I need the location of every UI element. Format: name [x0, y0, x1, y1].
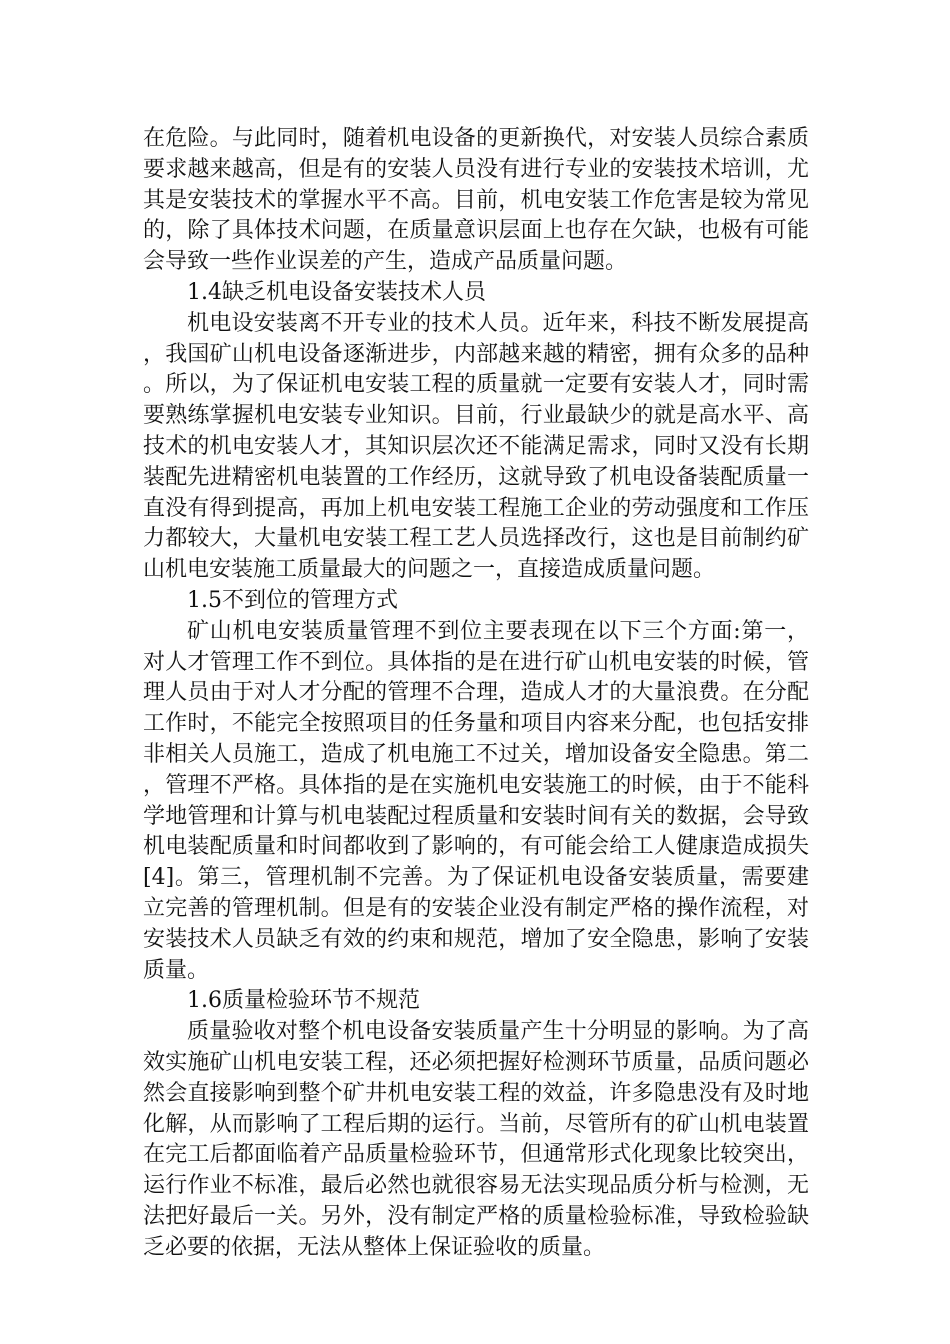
- paragraph-1-5: 矿山机电安装质量管理不到位主要表现在以下三个方面:第一，对人才管理工作不到位。具体指的是在进行矿山机电安装的时候，管理人员由于对人才分配的管理不合理，造成人才的大量浪费。在分配工作时，不能完全按照项目的任务量和项目内容来分配，也包括安排非相关人员施工，造成了机电施工不过关，增加设备安全隐患。第二，管理不严格。具体指的是在实施机电安装施工的时候，由于不能科学地管理和计算与机电装配过程质量和安装时间有关的数据，会导致机电装配质量和时间都收到了影响的，有可能会给工人健康造成损失[4]。第三，管理机制不完善。为了保证机电设备安装质量，需要建立完善的管理机制。但是有的安装企业没有制定严格的操作流程，对安装技术人员缺乏有效的约束和规范，增加了安全隐患，影响了安装质量。: [143, 618, 809, 983]
- section-heading-1-6: 1.6质量检验环节不规范: [187, 988, 420, 1014]
- document-body: [143, 124, 809, 1263]
- paragraph-1-4: 机电设安装离不开专业的技术人员。近年来，科技不断发展提高，我国矿山机电设备逐渐进步，内部越来越的精密，拥有众多的品种。所以，为了保证机电安装工程的质量就一定要有安装人才，同时需要熟练掌握机电安装专业知识。目前，行业最缺少的就是高水平、高技术的机电安装人才，其知识层次还不能满足需求，同时又没有长期装配先进精密机电装置的工作经历，这就导致了机电设备装配质量一直没有得到提高，再加上机电安装工程施工企业的劳动强度和工作压力都较大，大量机电安装工程工艺人员选择改行，这也是目前制约矿山机电安装施工质量最大的问题之一，直接造成质量问题。: [143, 310, 809, 583]
- section-heading-1-4: 1.4缺乏机电设备安装技术人员: [187, 279, 486, 305]
- paragraph-continued: 在危险。与此同时，随着机电设备的更新换代，对安装人员综合素质要求越来越高，但是有的安装人员没有进行专业的安装技术培训，尤其是安装技术的掌握水平不高。目前，机电安装工作危害是较为常见的，除了具体技术问题，在质量意识层面上也存在欠缺，也极有可能会导致一些作业误差的产生，造成产品质量问题。: [143, 126, 809, 275]
- paragraph-1-6: 质量验收对整个机电设备安装质量产生十分明显的影响。为了高效实施矿山机电安装工程，还必须把握好检测环节质量，品质问题必然会直接影响到整个矿井机电安装工程的效益，许多隐患没有及时地化解，从而影响了工程后期的运行。当前，尽管所有的矿山机电装置在完工后都面临着产品质量检验环节，但通常形式化现象比较突出，运行作业不标准，最后必然也就很容易无法实现品质分析与检测，无法把好最后一关。另外，没有制定严格的质量检验标准，导致检验缺乏必要的依据，无法从整体上保证验收的质量。: [143, 1019, 809, 1260]
- section-heading-1-5: 1.5不到位的管理方式: [187, 587, 398, 613]
